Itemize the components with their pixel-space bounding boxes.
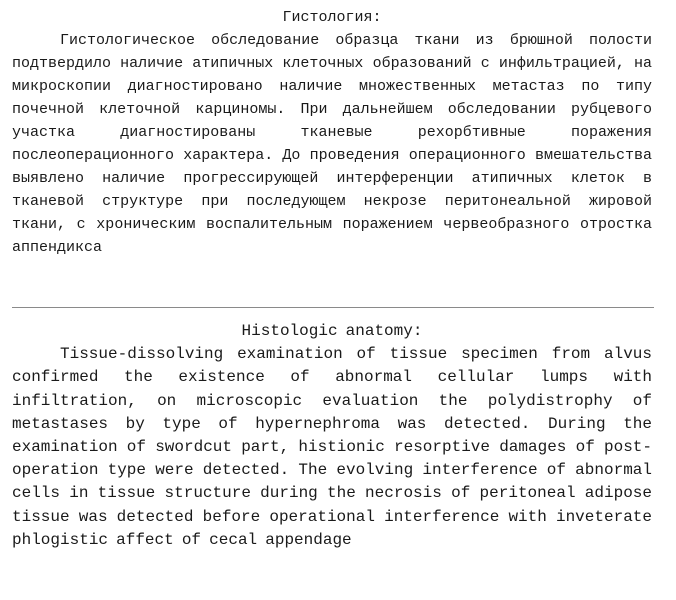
- english-section: [12, 320, 652, 552]
- russian-paragraph: Гистологическое обследование образца ткани из брюшной полости подтвердило наличие атипичных клеточных образований с инфильтрацией, на микроскопии диагностировано наличие множественных метастаз по типу почечной клеточной карциномы. При дальнейшем обследовании рубцевого участка диагностированы тканевые рехорбтивные поражения послеоперационного характера. До проведения операционного вмешательства выявлено наличие прогрессирующей интерференции атипичных клеток в тканевой структуре при последующем некрозе перитонеальной жировой ткани, с хроническим воспалительным поражением червеобразного отростка аппендикса: [12, 32, 652, 256]
- english-heading: Histologic anatomy:: [241, 322, 423, 340]
- russian-section: [12, 6, 652, 259]
- russian-heading: Гистология:: [282, 9, 382, 26]
- section-divider: [12, 307, 654, 308]
- english-paragraph: Tissue-dissolving examination of tissue specimen from alvus confirmed the existence of abnormal cellular lumps with infiltration, on microscopic evaluation the polydistrophy of metastases by type of hypernephroma was detected. During the examination of swordcut part, histionic resorptive damages of post-operation type were detected. The evolving interference of abnormal cells in tissue structure during the necrosis of peritoneal adipose tissue was detected before operational interference with inveterate phlogistic affect of cecal appendage: [12, 345, 652, 549]
